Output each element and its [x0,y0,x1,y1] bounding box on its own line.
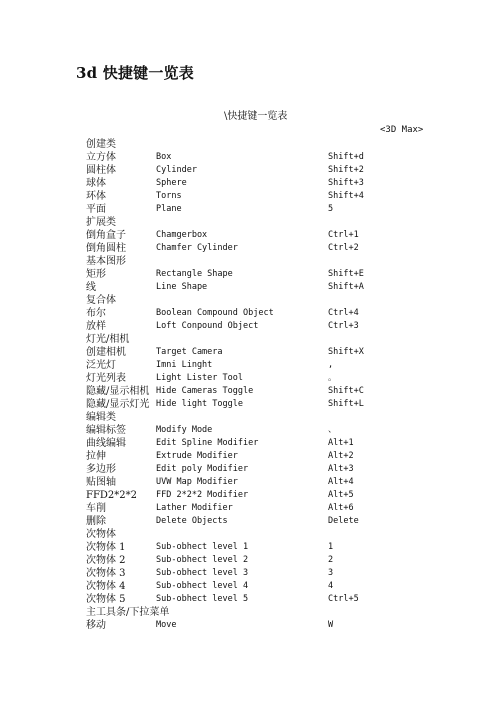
table-row [86,177,486,190]
row-command-name: Imni Linght [156,360,213,370]
row-shortcut-key: 4 [328,581,334,591]
document-subtitle: \快捷键一览表 [224,111,288,122]
row-command-name: Modify Mode [156,425,213,435]
table-row [86,541,486,554]
row-chinese-name: 平面 [86,204,106,215]
row-chinese-name: 立方体 [86,152,116,163]
table-row [86,216,486,229]
row-shortcut-key: Shift+4 [328,191,364,201]
row-shortcut-key: Alt+2 [328,451,354,461]
table-row [86,203,486,216]
table-row [86,307,486,320]
row-command-name: Plane [156,204,182,214]
table-row [86,580,486,593]
document-title: 3d 快捷键一览表 [76,64,194,82]
table-row [86,281,486,294]
table-row [86,476,486,489]
row-chinese-name: 次物体 [86,529,116,540]
row-chinese-name: 编辑类 [86,412,116,423]
row-command-name: Sub-obhect level 1 [156,542,249,552]
row-command-name: Move [156,620,177,630]
table-row [86,502,486,515]
software-tag: <3D Max> [380,125,424,135]
row-chinese-name: 拉伸 [86,451,106,462]
table-row [86,489,486,502]
row-command-name: Torns [156,191,182,201]
row-shortcut-key: Ctrl+5 [328,594,359,604]
row-shortcut-key: Alt+5 [328,490,354,500]
row-command-name: Edit Spline Modifier [156,438,259,448]
table-row [86,463,486,476]
row-chinese-name: 移动 [86,620,106,631]
row-shortcut-key: Shift+d [328,152,364,162]
table-row [86,515,486,528]
row-shortcut-key: Shift+3 [328,178,364,188]
row-chinese-name: 多边形 [86,464,116,475]
table-row [86,151,486,164]
row-command-name: Lather Modifier [156,503,233,513]
row-chinese-name: 球体 [86,178,106,189]
row-command-name: Delete Objects [156,516,228,526]
table-row [86,567,486,580]
row-shortcut-key: Alt+1 [328,438,354,448]
table-row [86,372,486,385]
table-row [86,593,486,606]
row-chinese-name: FFD2*2*2 [86,490,137,501]
row-chinese-name: 创建类 [86,139,116,150]
row-command-name: Hide Cameras Toggle [156,386,254,396]
table-row [86,619,486,632]
row-chinese-name: 曲线编辑 [86,438,126,449]
table-row [86,138,486,151]
row-shortcut-key: 。 [328,373,337,383]
row-chinese-name: 主工具条/下拉菜单 [86,607,170,618]
row-shortcut-key: Shift+E [328,269,364,279]
row-chinese-name: 泛光灯 [86,360,116,371]
row-shortcut-key: Delete [328,516,359,526]
row-command-name: Box [156,152,172,162]
table-row [86,528,486,541]
shortcut-table [86,138,486,632]
row-chinese-name: 环体 [86,191,106,202]
row-command-name: Chamfer Cylinder [156,243,238,253]
row-chinese-name: 灯光列表 [86,373,126,384]
row-chinese-name: 圆柱体 [86,165,116,176]
row-command-name: Extrude Modifier [156,451,238,461]
table-row [86,385,486,398]
row-shortcut-key: Shift+C [328,386,364,396]
table-row [86,268,486,281]
row-chinese-name: 车削 [86,503,106,514]
row-shortcut-key: Alt+6 [328,503,354,513]
row-chinese-name: 灯光/相机 [86,334,130,345]
row-chinese-name: 扩展类 [86,217,116,228]
table-row [86,359,486,372]
row-chinese-name: 编辑标签 [86,425,126,436]
row-shortcut-key: W [328,620,334,630]
row-chinese-name: 基本图形 [86,256,126,267]
row-command-name: Cylinder [156,165,197,175]
row-chinese-name: 隐藏/显示相机 [86,386,150,397]
table-row [86,346,486,359]
row-shortcut-key: Ctrl+3 [328,321,359,331]
row-chinese-name: 倒角盒子 [86,230,126,241]
table-row [86,190,486,203]
row-shortcut-key: Ctrl+4 [328,308,359,318]
row-shortcut-key: Alt+3 [328,464,354,474]
row-chinese-name: 布尔 [86,308,106,319]
table-row [86,437,486,450]
row-shortcut-key: Shift+2 [328,165,364,175]
row-chinese-name: 次物体 2 [86,555,126,566]
row-chinese-name: 复合体 [86,295,116,306]
row-chinese-name: 创建相机 [86,347,126,358]
table-row [86,450,486,463]
table-row [86,554,486,567]
row-command-name: Sub-obhect level 2 [156,555,249,565]
row-command-name: Sphere [156,178,187,188]
row-command-name: Hide light Toggle [156,399,243,409]
row-chinese-name: 次物体 5 [86,594,126,605]
row-command-name: Sub-obhect level 3 [156,568,249,578]
row-command-name: Light Lister Tool [156,373,243,383]
table-row [86,424,486,437]
row-shortcut-key: Ctrl+2 [328,243,359,253]
table-row [86,242,486,255]
row-chinese-name: 隐藏/显示灯光 [86,399,150,410]
row-shortcut-key: 、 [328,425,337,435]
row-command-name: FFD 2*2*2 Modifier [156,490,249,500]
table-row [86,255,486,268]
row-command-name: Sub-obhect level 5 [156,594,249,604]
row-chinese-name: 倒角圆柱 [86,243,126,254]
row-shortcut-key: 3 [328,568,334,578]
row-shortcut-key: 2 [328,555,334,565]
table-row [86,320,486,333]
row-command-name: Boolean Compound Object [156,308,274,318]
table-row [86,411,486,424]
row-chinese-name: 放样 [86,321,106,332]
row-command-name: Edit poly Modifier [156,464,249,474]
row-chinese-name: 次物体 4 [86,581,126,592]
row-chinese-name: 次物体 1 [86,542,126,553]
row-shortcut-key: Shift+A [328,282,364,292]
row-chinese-name: 矩形 [86,269,106,280]
row-shortcut-key: Shift+L [328,399,364,409]
table-row [86,294,486,307]
row-command-name: Loft Conpound Object [156,321,259,331]
row-command-name: Chamgerbox [156,230,208,240]
row-shortcut-key: 5 [328,204,334,214]
row-command-name: Line Shape [156,282,208,292]
row-command-name: Sub-obhect level 4 [156,581,249,591]
row-shortcut-key: , [328,360,334,370]
row-command-name: UVW Map Modifier [156,477,238,487]
table-row [86,333,486,346]
table-row [86,229,486,242]
row-shortcut-key: Ctrl+1 [328,230,359,240]
row-chinese-name: 删除 [86,516,106,527]
table-row [86,164,486,177]
row-chinese-name: 贴图轴 [86,477,116,488]
row-shortcut-key: Alt+4 [328,477,354,487]
row-command-name: Target Camera [156,347,223,357]
row-shortcut-key: Shift+X [328,347,364,357]
row-command-name: Rectangle Shape [156,269,233,279]
row-chinese-name: 次物体 3 [86,568,126,579]
row-chinese-name: 线 [86,282,96,293]
table-row [86,606,486,619]
table-row [86,398,486,411]
row-shortcut-key: 1 [328,542,334,552]
